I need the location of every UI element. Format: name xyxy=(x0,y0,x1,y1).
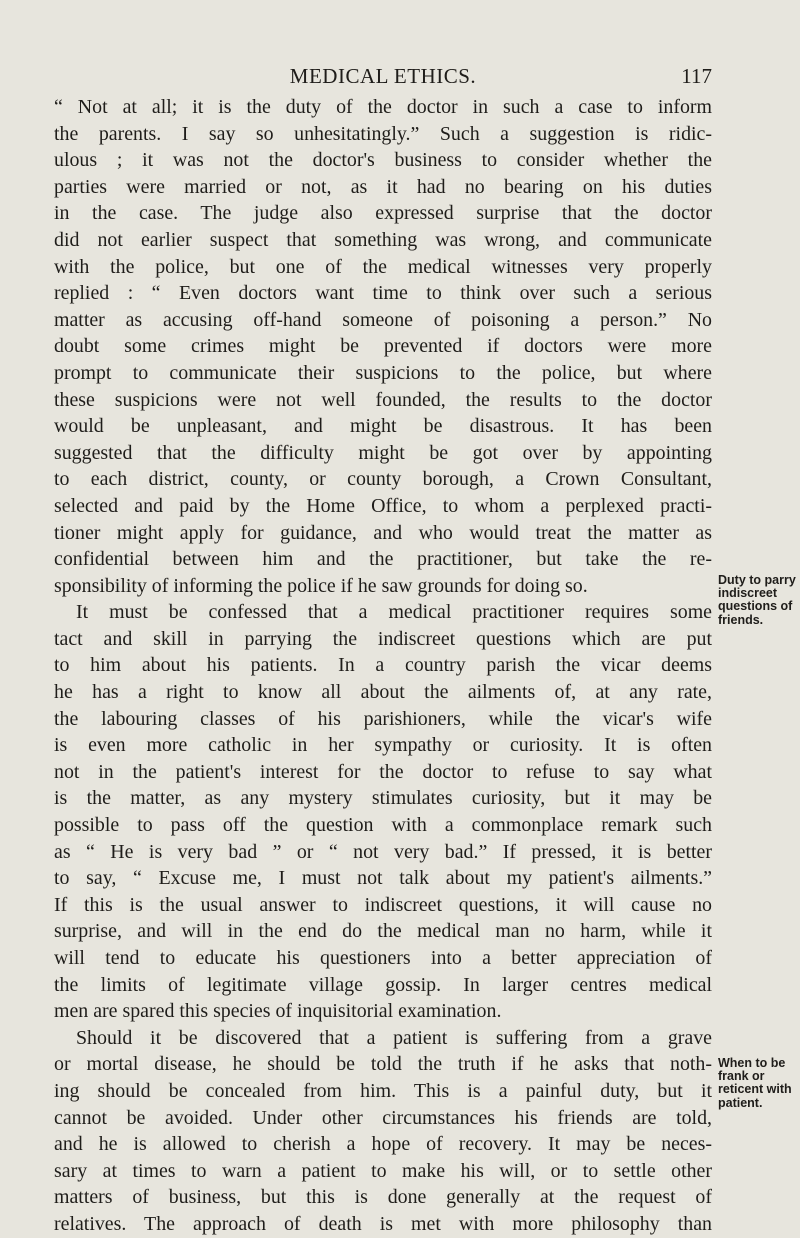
text-line: sponsibility of informing the police if he saw grounds for doing so. xyxy=(54,574,588,597)
text-line: will tend to educate his questioners into a better appreciation of xyxy=(54,947,712,969)
text-line: tioner might apply for guidance, and who would treat the matter as xyxy=(54,521,712,544)
margin-note-line: When to be xyxy=(718,1056,786,1070)
text-line: is the matter, as any mystery stimulates curiosity, but it may be xyxy=(54,787,712,810)
margin-note xyxy=(718,1057,798,1110)
text-line: matters of business, but this is done generally at the request of xyxy=(54,1186,712,1209)
text-line: relatives. The approach of death is met with more philosophy than xyxy=(54,1212,712,1235)
text-line: parties were married or not, as it had no bearing on his duties xyxy=(54,175,712,198)
text-line: and he is allowed to cherish a hope of recovery. It may be neces- xyxy=(54,1133,712,1156)
text-line: the limits of legitimate village gossip. In larger centres medical xyxy=(54,973,712,996)
paragraph xyxy=(54,599,712,1025)
text-line: or mortal disease, he should be told the truth if he asks that noth- xyxy=(54,1053,712,1076)
text-line: the labouring classes of his parishioners, while the vicar's wife xyxy=(54,707,712,730)
text-line: suggested that the difficulty might be got over by appointing xyxy=(54,441,712,464)
text-line: to each district, county, or county borough, a Crown Consultant, xyxy=(54,468,712,491)
margin-note-line: Duty to parry xyxy=(718,573,796,587)
text-line: sary at times to warn a patient to make his will, or to settle other xyxy=(54,1159,712,1182)
text-line: replied : “ Even doctors want time to think over such a serious xyxy=(54,282,712,305)
text-line: matter as accusing off-hand someone of poisoning a person.” No xyxy=(54,308,712,331)
paragraph xyxy=(54,94,712,599)
text-line: did not earlier suspect that something was wrong, and communicate xyxy=(54,228,712,251)
text-line: the parents. I say so unhesitatingly.” Such a suggestion is ridic- xyxy=(54,122,712,145)
margin-note-line: questions of xyxy=(718,599,793,614)
text-line: cannot be avoided. Under other circumstances his friends are told, xyxy=(54,1106,712,1129)
text-line: doubt some crimes might be prevented if doctors were more xyxy=(54,335,712,358)
text-line: tact and skill in parrying the indiscreet questions which are put xyxy=(54,627,712,650)
text-line: in the case. The judge also expressed surprise that the doctor xyxy=(54,202,712,225)
text-line: to him about his patients. In a country parish the vicar deems xyxy=(54,654,712,677)
margin-note xyxy=(718,574,798,627)
text-line: as “ He is very bad ” or “ not very bad.” If pressed, it is better xyxy=(54,840,712,863)
text-line: selected and paid by the Home Office, to whom a perplexed practi- xyxy=(54,494,712,517)
text-line: with the police, but one of the medical witnesses very properly xyxy=(54,255,712,278)
margin-note-line: reticent with xyxy=(718,1082,792,1097)
body-text xyxy=(54,94,712,1238)
text-line: he has a right to know all about the ailments of, at any rate, xyxy=(54,681,712,704)
text-line: “ Not at all; it is the duty of the doctor in such a case to inform xyxy=(54,96,712,118)
text-line: ulous ; it was not the doctor's business to consider whether the xyxy=(54,149,712,172)
page-number: 117 xyxy=(681,64,712,88)
running-head: MEDICAL ETHICS. xyxy=(289,64,477,88)
text-line: to say, “ Excuse me, I must not talk about my patient's ailments.” xyxy=(54,867,712,890)
text-line: ing should be concealed from him. This is a painful duty, but it xyxy=(54,1079,712,1102)
paragraph xyxy=(54,1025,712,1238)
text-line: It must be confessed that a medical practitioner requires some xyxy=(76,601,712,624)
page-header xyxy=(54,64,712,90)
text-line: would be unpleasant, and might be disastrous. It has been xyxy=(54,415,712,438)
text-line: confidential between him and the practitioner, but take the re- xyxy=(54,548,712,571)
text-line: Should it be discovered that a patient is suffering from a grave xyxy=(76,1026,712,1049)
text-line: these suspicions were not well founded, the results to the doctor xyxy=(54,388,712,411)
margin-note-line: indiscreet xyxy=(718,586,778,601)
margin-note-line: friends. xyxy=(718,612,764,627)
text-line: is even more catholic in her sympathy or curiosity. It is often xyxy=(54,734,712,757)
margin-note-line: frank or xyxy=(718,1069,765,1084)
text-line: If this is the usual answer to indiscreet questions, it will cause no xyxy=(54,893,712,916)
text-line: not in the patient's interest for the doctor to refuse to say what xyxy=(54,760,712,783)
text-line: surprise, and will in the end do the medical man no harm, while it xyxy=(54,920,712,943)
text-line: possible to pass off the question with a commonplace remark such xyxy=(54,814,712,837)
margin-note-line: patient. xyxy=(718,1095,763,1110)
text-line: men are spared this species of inquisitorial examination. xyxy=(54,1000,502,1023)
text-line: prompt to communicate their suspicions to the police, but where xyxy=(54,361,712,384)
